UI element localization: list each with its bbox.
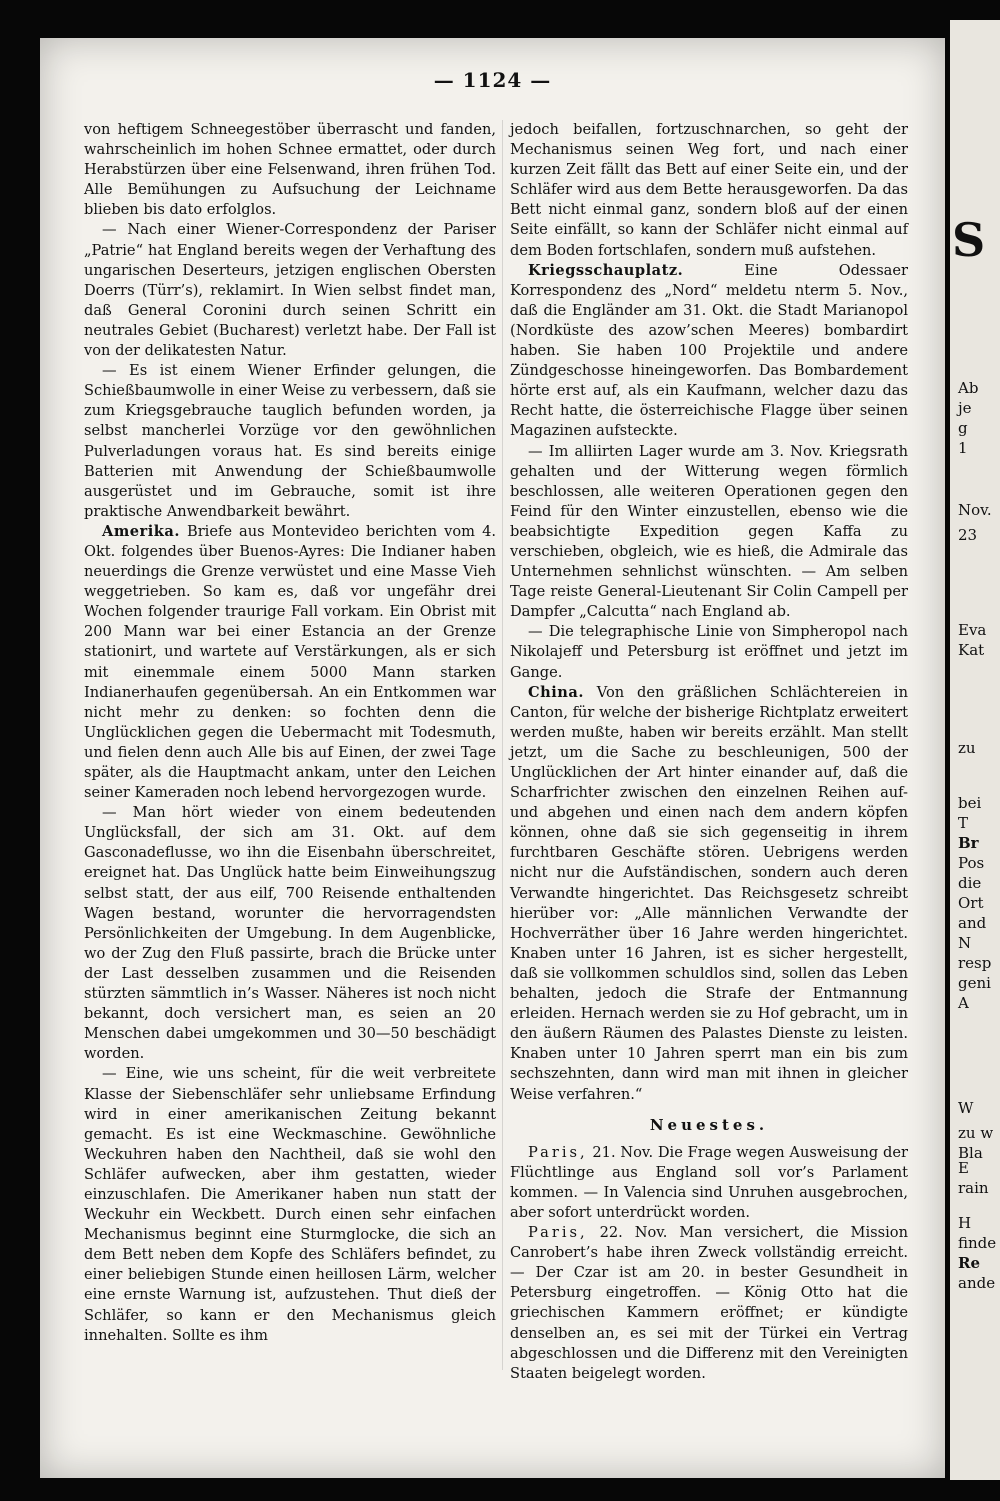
adjacent-page-fragment: zu [958, 739, 976, 757]
adjacent-page-fragment: Bla [958, 1144, 983, 1162]
adjacent-page-fragment: g [958, 419, 968, 437]
adjacent-page-fragment: N [958, 934, 972, 952]
dateline-place: Paris, [528, 1224, 588, 1242]
article-paragraph [84, 1064, 496, 1345]
adjacent-page-fragment: Pos [958, 854, 985, 872]
adjacent-page-fragment: 23 [958, 526, 978, 544]
dateline-place: Paris, [528, 1143, 588, 1161]
article-paragraph [510, 1223, 908, 1384]
article-paragraph [510, 442, 908, 623]
adjacent-page-fragment: bei [958, 794, 982, 812]
section-heading: Neuestes. [649, 1115, 769, 1134]
column-divider [502, 120, 503, 1370]
paragraph-text: 22. Nov. Man versichert, die Mission Canrobert’s habe ihren Zweck vollständig erreicht. — Der Czar ist am 20. in bester Gesundheit in Petersburg eingetroffen. — König Otto hat die griechischen Kammern eröffnet; er kündigte denselben an, es sei mit der Türkei ein Vertrag abgeschlossen und die Differenz mit den Vereinigten Staaten beigelegt worden. [510, 1224, 908, 1382]
paragraph-text: Eine Odessaer Korrespondenz des „Nord“ meldetu nterm 5. Nov., daß die Engländer am 31. Okt. die Stadt Marianopol (Nordküste des azow’schen Meeres) bombardirt haben. Sie haben 100 Projektile und andere Zündgeschosse hineingeworfen. Das Bombardement hörte erst auf, als ein Kaufmann, welcher dazu das Recht hatte, die österreichische Flagge über seinen Magazinen aufsteckte. [510, 261, 908, 440]
article-paragraph [84, 120, 496, 220]
adjacent-page-fragment: H [958, 1214, 972, 1232]
paragraph-text: jedoch beifallen, fortzuschnarchen, so geht der Mechanismus seinen Weg fort, und nach einer kurzen Zeit fällt das Bett auf einer Seite ein, und der Schläfer wird aus dem Bette herausgeworfen. Da das Bett nicht einmal ganz, sondern bloß auf der einen Seite einfällt, so kann der Schläfer nicht einmal auf dem Boden fortschlafen, sondern muß aufstehen. [510, 121, 908, 259]
right-column [510, 120, 908, 1384]
adjacent-page-fragment: die [958, 874, 982, 892]
adjacent-page-fragment: and [958, 914, 987, 932]
adjacent-page-fragment: Br [958, 834, 979, 852]
article-heading: Kriegsschauplatz. [528, 261, 684, 279]
article-paragraph [84, 220, 496, 361]
adjacent-page-fragment: W [958, 1099, 974, 1117]
paragraph-text: Von den gräßlichen Schlächtereien in Canton, für welche der bisherige Richtplatz erweitert werden mußte, haben wir bereits erzählt. Man stellt jetzt, um die Sache zu beschleunigen, 500 der Unglücklichen der Art hinter einander auf, daß die Scharfrichter zwischen den einzelnen Reihen auf- und abgehen und einen nach dem andern köpfen können, ohne daß sie sich gegenseitig in ihrem furchtbaren Geschäfte stören. Uebrigens werden nicht nur die Aufständischen, sondern auch deren Verwandte hingerichtet. Das Reichsgesetz schreibt hierüber vor: „Alle männlichen Verwandte der Hochverräther über 16 Jahre werden hingerichtet. Knaben unter 16 Jahren, ist es sicher hergestellt, daß sie vollkommen schuldlos sind, sollen das Leben behalten, jedoch die Strafe der Entmannung erleiden. Hernach werden sie zu Hof gebracht, um in den äußern Räumen des Palastes Dienste zu leisten. Knaben unter 10 Jahren sperrt man ein bis zum sechszehnten, dann wird man mit ihnen in gleicher Weise verfahren.“ [510, 683, 908, 1103]
article-paragraph [510, 1143, 908, 1223]
adjacent-page-fragment: E [958, 1159, 969, 1177]
paragraph-text: 21. Nov. Die Frage wegen Ausweisung der Flüchtlinge aus England soll vor’s Parlament kommen. — In Valencia sind Unruhen ausgebrochen, aber sofort unterdrückt worden. [510, 1143, 908, 1221]
paragraph-text: — Eine, wie uns scheint, für die weit verbreitete Klasse der Siebenschläfer sehr unliebsame Erfindung wird in einer amerikanischen Zeitung bekannt gemacht. Es ist eine Weckmaschine. Gewöhnliche Weckuhren haben den Nachtheil, daß sie wohl den Schläfer aufwecken, aber ihm gestatten, wieder einzuschlafen. Die Amerikaner haben nun statt der Weckuhr ein Weckbett. Durch einen sehr einfachen Mechanismus beginnt eine Sturmglocke, die sich an dem Bett neben dem Kopfe des Schläfers befindet, zu einer beliebigen Stunde einen heillosen Lärm, welcher eine ernste Warnung ist, aufzustehen. Thut dieß der Schläfer, so kann er den Mechanismus gleich innehalten. Sollte es ihm [84, 1065, 496, 1344]
adjacent-page-fragment: Ort [958, 894, 984, 912]
article-paragraph [510, 120, 908, 261]
newspaper-page [40, 38, 945, 1478]
paragraph-text: — Im alliirten Lager wurde am 3. Nov. Kriegsrath gehalten und der Witterung wegen förmlich beschlossen, alle weiteren Operationen gegen den Feind für den Winter einzustellen, ebenso wie die beabsichtigte Expedition gegen Kaffa zu verschieben, obgleich, wie es hieß, die Admirale das Unternehmen sehnlichst wünschten. — Am selben Tage reiste General-Lieutenant Sir Colin Campell per Dampfer „Calcutta“ nach England ab. [510, 442, 908, 621]
paragraph-text: — Nach einer Wiener-Correspondenz der Pariser „Patrie“ hat England bereits wegen der Verhaftung des ungarischen Deserteurs, jetzigen englischen Obersten Doerrs (Türr’s), reklamirt. In Wien selbst findet man, daß General Coronini durch seinen Schritt ein neutrales Gebiet (Bucharest) verletzt habe. Der Fall ist von der delikatesten Natur. [84, 221, 496, 360]
article-heading: China. [528, 683, 584, 701]
left-column [84, 120, 496, 1346]
adjacent-page-fragment: Eva [958, 621, 987, 639]
page-number: — 1124 — [433, 68, 552, 92]
paragraph-text: — Die telegraphische Linie von Simpheropol nach Nikolajeff und Petersburg ist eröffnet und jetzt im Gange. [510, 623, 908, 681]
article-paragraph [84, 361, 496, 522]
adjacent-page-fragment: Nov. [958, 501, 992, 519]
adjacent-page-fragment: Re [958, 1254, 981, 1272]
adjacent-page-fragment: Kat [958, 641, 985, 659]
paragraph-text: Briefe aus Montevideo berichten vom 4. Okt. folgendes über Buenos-Ayres: Die Indianer haben neuerdings die Grenze verwüstet und eine Masse Vieh weggetrieben. So kam es, daß vor ungefähr drei Wochen folgender traurige Fall vorkam. Ein Obrist mit 200 Mann war bei einer Estancia an der Grenze stationirt, und wartete auf Verstärkungen, als er sich mit einemmale einem 5000 Mann starken Indianerhaufen gegenübersah. An ein Entkommen war nicht mehr zu denken: so fochten denn die Unglücklichen gegen die Uebermacht mit Todesmuth, und fielen denn auch Alle bis auf Einen, der zwei Tage später, als die Hauptmacht ankam, unter den Leichen seiner Kameraden noch lebend hervorgezogen wurde. [84, 522, 496, 802]
adjacent-page-fragment: zu w [958, 1124, 994, 1142]
adjacent-page-fragment: geni [958, 974, 991, 992]
paragraph-text: — Es ist einem Wiener Erfinder gelungen, die Schießbaumwolle in einer Weise zu verbessern, daß sie zum Kriegsgebrauche tauglich befunden worden, ja selbst mancherlei Vorzüge vor den gewöhnlichen Pulverladungen voraus hat. Es sind bereits einige Batterien mit Anwendung der Schießbaumwolle ausgerüstet und im Gebrauche, somit ist ihre praktische Anwendbarkeit bewährt. [84, 362, 496, 520]
article-paragraph [510, 261, 908, 442]
article-paragraph [84, 803, 496, 1064]
adjacent-page-fragment: T [958, 814, 969, 832]
adjacent-page-fragment: S [952, 213, 986, 267]
paragraph-text: — Man hört wieder von einem bedeutenden Unglücksfall, der sich am 31. Okt. auf dem Gasconadeflusse, wo ihn die Eisenbahn überschreitet, ereignet hat. Das Unglück hatte beim Einweihungszug selbst statt, der aus eilf, 700 Reisende enthaltenden Wagen bestand, worunter die hervorragendsten Persönlichkeiten der Umgebung. In dem Augenblicke, wo der Zug den Fluß passirte, brach die Brücke unter der Last desselben zusammen und die Reisenden stürzten sämmtlich in’s Wasser. Näheres ist noch nicht bekannt, doch versichert man, es seien an 20 Menschen dabei umgekommen und 30—50 beschädigt worden. [84, 804, 496, 1063]
article-heading: Amerika. [102, 522, 180, 540]
article-paragraph [84, 522, 496, 803]
adjacent-page-fragment: Ab [958, 379, 979, 397]
adjacent-page-edge [950, 20, 1000, 1480]
article-paragraph [510, 683, 908, 1105]
adjacent-page-fragment: resp [958, 954, 992, 972]
paragraph-text: von heftigem Schneegestöber überrascht und fanden, wahrscheinlich im hohen Schnee ermattet, oder durch Herabstürzen über eine Felsenwand, ihren frühen Tod. Alle Bemühungen zu Aufsuchung der Leichname blieben bis dato erfolglos. [84, 121, 496, 219]
article-paragraph [510, 622, 908, 682]
adjacent-page-fragment: A [958, 994, 969, 1012]
adjacent-page-fragment: rain [958, 1179, 989, 1197]
adjacent-page-fragment: finde [958, 1234, 997, 1252]
adjacent-page-fragment: je [958, 399, 972, 417]
adjacent-page-fragment: ande [958, 1274, 996, 1292]
adjacent-page-fragment: 1 [958, 439, 968, 457]
